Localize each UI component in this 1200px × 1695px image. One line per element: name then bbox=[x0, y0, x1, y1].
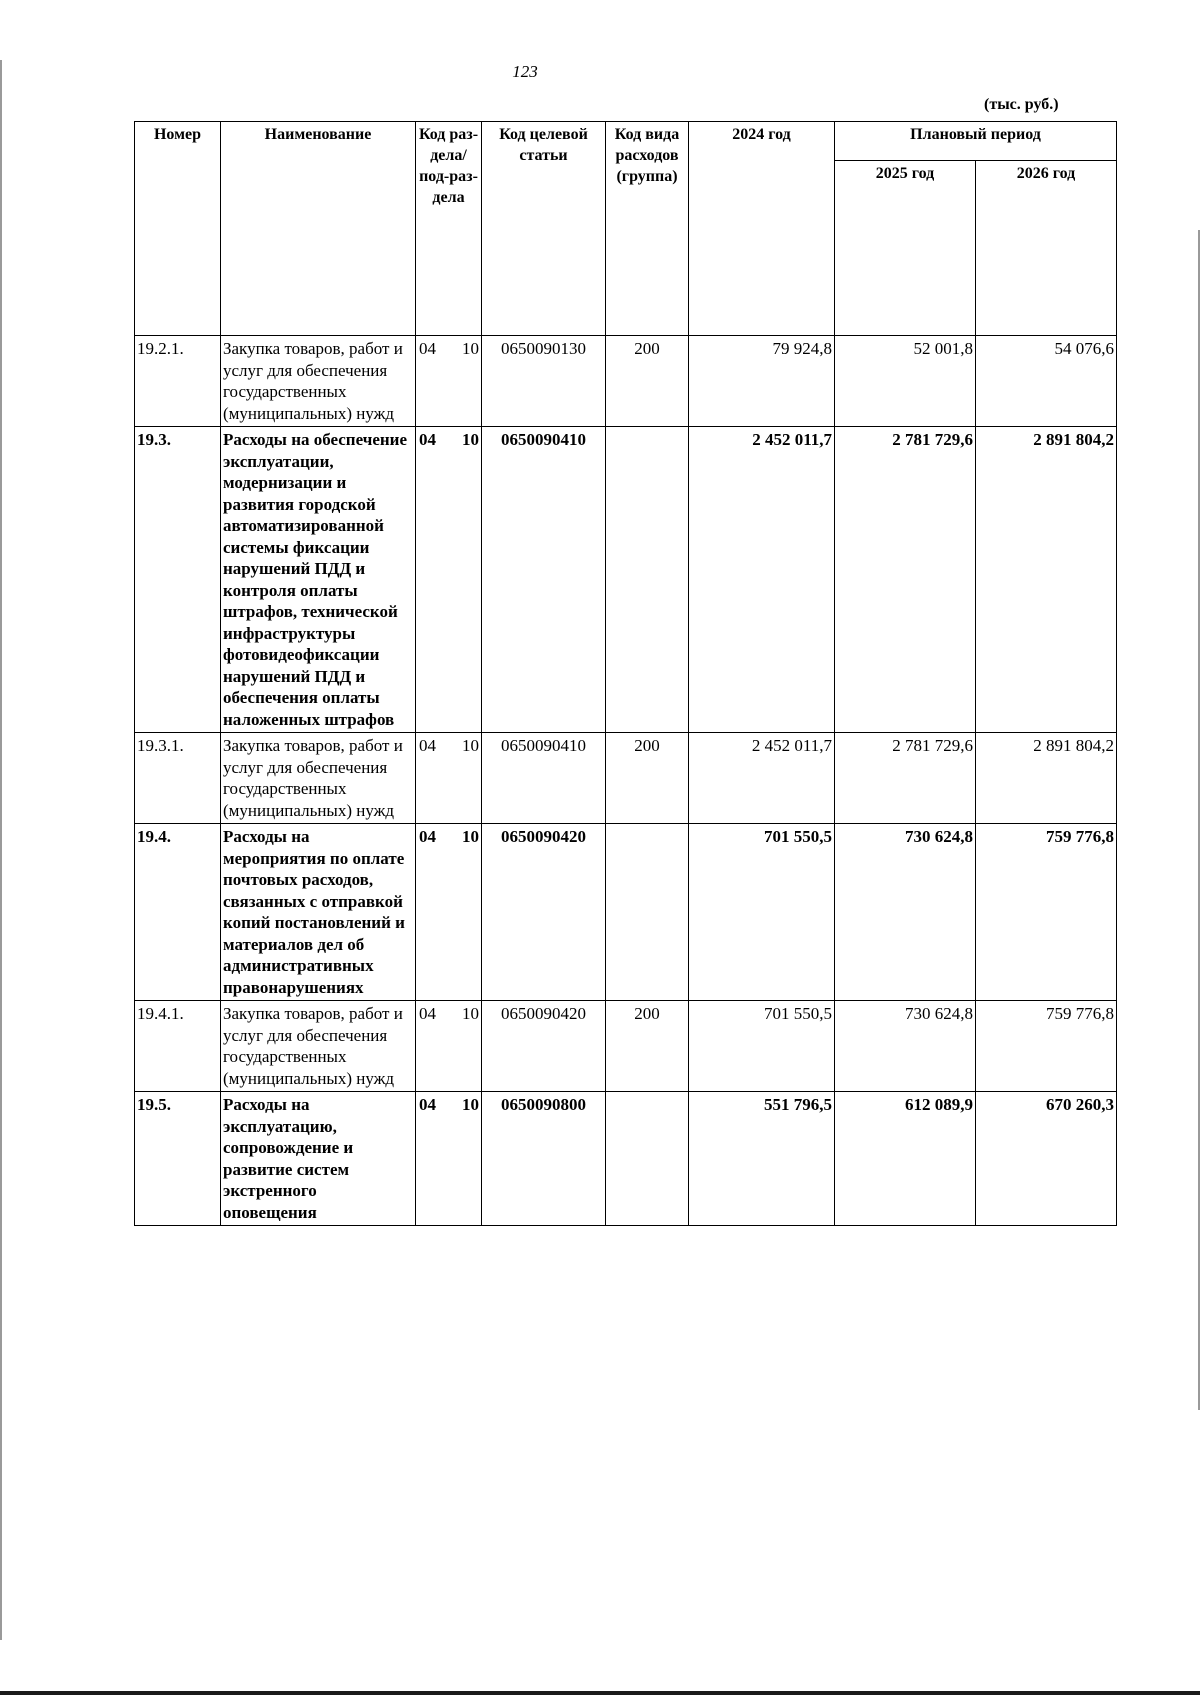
row-value-2025: 2 781 729,6 bbox=[835, 733, 976, 824]
row-value-2024: 701 550,5 bbox=[689, 1001, 835, 1092]
row-target-code: 0650090800 bbox=[482, 1092, 606, 1226]
row-target-code: 0650090130 bbox=[482, 336, 606, 427]
row-value-2024: 551 796,5 bbox=[689, 1092, 835, 1226]
row-number: 19.3. bbox=[135, 427, 221, 733]
row-target-code: 0650090410 bbox=[482, 733, 606, 824]
header-expense-type: Код вида расходов (группа) bbox=[606, 122, 689, 336]
row-section-code bbox=[416, 1092, 482, 1226]
row-value-2024: 701 550,5 bbox=[689, 824, 835, 1001]
budget-table bbox=[134, 121, 1117, 1226]
row-section: 04 bbox=[419, 1004, 436, 1023]
row-target-code: 0650090420 bbox=[482, 824, 606, 1001]
row-value-2025: 730 624,8 bbox=[835, 824, 976, 1001]
row-subsection: 10 bbox=[462, 430, 479, 449]
row-value-2024: 2 452 011,7 bbox=[689, 427, 835, 733]
row-section-code bbox=[416, 824, 482, 1001]
row-expense-type bbox=[606, 824, 689, 1001]
units-label: (тыс. руб.) bbox=[984, 96, 1059, 113]
row-value-2025: 730 624,8 bbox=[835, 1001, 976, 1092]
row-number: 19.3.1. bbox=[135, 733, 221, 824]
header-planning-period: Плановый период bbox=[835, 122, 1117, 161]
row-subsection: 10 bbox=[462, 1095, 479, 1114]
row-value-2026: 759 776,8 bbox=[976, 1001, 1117, 1092]
row-number: 19.5. bbox=[135, 1092, 221, 1226]
row-section-code bbox=[416, 1001, 482, 1092]
row-subsection: 10 bbox=[462, 827, 479, 846]
row-value-2025: 2 781 729,6 bbox=[835, 427, 976, 733]
header-name: Наименование bbox=[221, 122, 416, 336]
row-name: Закупка товаров, работ и услуг для обеспечения государственных (муниципальных) нужд bbox=[221, 733, 416, 824]
row-value-2026: 2 891 804,2 bbox=[976, 427, 1117, 733]
row-name: Расходы на эксплуатацию, сопровождение и развитие систем экстренного оповещения bbox=[221, 1092, 416, 1226]
table-row bbox=[135, 824, 1117, 1001]
row-section: 04 bbox=[419, 736, 436, 755]
row-value-2026: 54 076,6 bbox=[976, 336, 1117, 427]
page-number: 123 bbox=[512, 62, 538, 81]
row-name: Расходы на обеспечение эксплуатации, модернизации и развития городской автоматизированной системы фиксации нарушений ПДД и контроля оплаты штрафов, технической инфраструктуры фотовидеофиксации нарушений ПДД и обеспечения оплаты наложенных штрафов bbox=[221, 427, 416, 733]
row-expense-type bbox=[606, 1092, 689, 1226]
table-row bbox=[135, 427, 1117, 733]
row-number: 19.4.1. bbox=[135, 1001, 221, 1092]
table-row bbox=[135, 733, 1117, 824]
row-subsection: 10 bbox=[462, 736, 479, 755]
table-row bbox=[135, 1001, 1117, 1092]
row-value-2025: 52 001,8 bbox=[835, 336, 976, 427]
row-name: Закупка товаров, работ и услуг для обеспечения государственных (муниципальных) нужд bbox=[221, 1001, 416, 1092]
row-expense-type: 200 bbox=[606, 1001, 689, 1092]
row-target-code: 0650090420 bbox=[482, 1001, 606, 1092]
header-section-code: Код раз-дела/ под-раз-дела bbox=[416, 122, 482, 336]
row-target-code: 0650090410 bbox=[482, 427, 606, 733]
table-row bbox=[135, 1092, 1117, 1226]
row-section-code bbox=[416, 427, 482, 733]
row-section: 04 bbox=[419, 827, 436, 846]
table-row bbox=[135, 336, 1117, 427]
row-value-2025: 612 089,9 bbox=[835, 1092, 976, 1226]
row-section-code bbox=[416, 336, 482, 427]
row-name: Расходы на мероприятия по оплате почтовых расходов, связанных с отправкой копий постановлений и материалов дел об административных правонарушениях bbox=[221, 824, 416, 1001]
row-value-2026: 759 776,8 bbox=[976, 824, 1117, 1001]
row-expense-type: 200 bbox=[606, 336, 689, 427]
scan-edge-bottom bbox=[0, 1691, 1200, 1695]
header-year-2025: 2025 год bbox=[835, 161, 976, 336]
row-section-code bbox=[416, 733, 482, 824]
row-subsection: 10 bbox=[462, 339, 479, 358]
row-name: Закупка товаров, работ и услуг для обеспечения государственных (муниципальных) нужд bbox=[221, 336, 416, 427]
row-section: 04 bbox=[419, 1095, 436, 1114]
row-number: 19.2.1. bbox=[135, 336, 221, 427]
header-year-2024: 2024 год bbox=[689, 122, 835, 336]
row-subsection: 10 bbox=[462, 1004, 479, 1023]
row-section: 04 bbox=[419, 339, 436, 358]
row-value-2024: 79 924,8 bbox=[689, 336, 835, 427]
scan-edge-left bbox=[0, 60, 2, 1640]
row-expense-type bbox=[606, 427, 689, 733]
header-target-code: Код целевой статьи bbox=[482, 122, 606, 336]
row-value-2026: 2 891 804,2 bbox=[976, 733, 1117, 824]
row-value-2026: 670 260,3 bbox=[976, 1092, 1117, 1226]
row-expense-type: 200 bbox=[606, 733, 689, 824]
header-year-2026: 2026 год bbox=[976, 161, 1117, 336]
header-number: Номер bbox=[135, 122, 221, 336]
row-section: 04 bbox=[419, 430, 436, 449]
row-value-2024: 2 452 011,7 bbox=[689, 733, 835, 824]
row-number: 19.4. bbox=[135, 824, 221, 1001]
